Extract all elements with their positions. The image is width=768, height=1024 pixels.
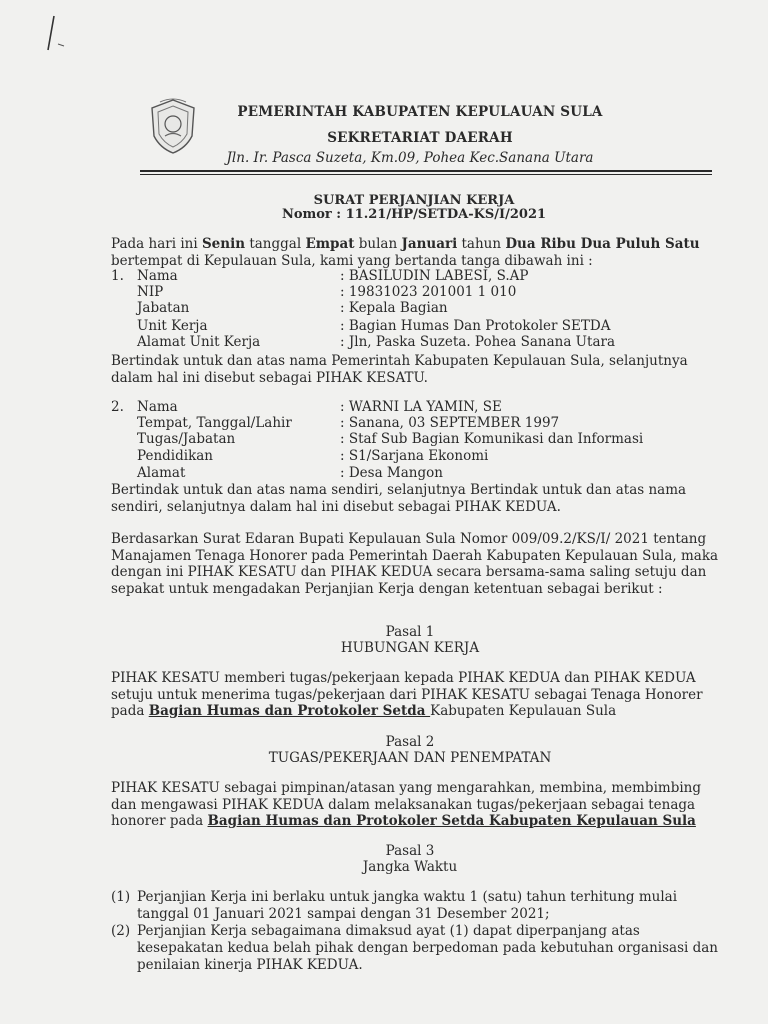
article3-title: Jangka Waktu xyxy=(362,859,458,875)
regency-emblem-icon xyxy=(146,96,200,156)
document-number: Nomor : 11.21/HP/SETDA-KS/I/2021 xyxy=(281,207,547,222)
document-title: SURAT PERJANJIAN KERJA xyxy=(313,193,515,208)
article1-text: PIHAK KESATU memberi tugas/pekerjaan kepada PIHAK KEDUA dan PIHAK KEDUA setuju untuk menerima tugas/pekerjaan dari PIHAK KESATU sebagai Tenaga Honorer pada Bagian Humas dan Protokoler Setda Kabupaten Kepulauan Sula xyxy=(111,670,703,719)
article1-title: HUBUNGAN KERJA xyxy=(340,640,480,656)
letterhead-address: Jln. Ir. Pasca Suzeta, Km.09, Pohea Kec.Sanana Utara xyxy=(226,150,594,166)
letterhead-rule-thin xyxy=(140,174,712,175)
article3-number: Pasal 3 xyxy=(385,843,435,859)
party2-statement: Bertindak untuk dan atas nama sendiri, selanjutnya Bertindak untuk dan atas nama sendiri, selanjutnya dalam hal ini disebut sebagai PIHAK KEDUA. xyxy=(111,482,687,515)
letterhead-rule xyxy=(140,170,712,172)
pen-stroke-mark xyxy=(40,14,70,54)
article1-number: Pasal 1 xyxy=(385,624,435,640)
intro-paragraph: Pada hari ini Senin tanggal Empat bulan Januari tahun Dua Ribu Dua Puluh Satu bertempat di Kepulauan Sula, kami yang bertanda tanga dibawah ini : xyxy=(111,236,700,269)
basis-paragraph: Berdasarkan Surat Edaran Bupati Kepulauan Sula Nomor 009/09.2/KS/I/ 2021 tentang Manajamen Tenaga Honorer pada Pemerintah Daerah Kabupaten Kepulauan Sula, maka dengan ini PIHAK KESATU dan PIHAK KEDUA secara bersama-sama saling setuju dan sepakat untuk mengadakan Perjanjian Kerja dengan ketentuan sebagai berikut : xyxy=(111,531,719,597)
party1-statement: Bertindak untuk dan atas nama Pemerintah Kabupaten Kepulauan Sula, selanjutnya dalam hal ini disebut sebagai PIHAK KESATU. xyxy=(111,353,688,386)
article2-number: Pasal 2 xyxy=(385,734,435,750)
article2-title: TUGAS/PEKERJAAN DAN PENEMPATAN xyxy=(268,750,552,766)
letterhead-government: PEMERINTAH KABUPATEN KEPULAUAN SULA xyxy=(237,104,603,120)
document-page: PEMERINTAH KABUPATEN KEPULAUAN SULA SEKRETARIAT DAERAH Jln. Ir. Pasca Suzeta, Km.09, Pohea Kec.Sanana Utara SURAT PERJANJIAN KERJA Nomor : 11.21/HP/SETDA-KS/I/2021 Pada hari ini Senin tanggal Empat bulan Januari tahun Dua Ribu Dua Puluh Satu bertempat di Kepulauan Sula, kami yang bertanda tanga dibawah ini : 1. Nama : BASILUDIN LABESI, S.AP NIP : 19831023 201001 1 010 Jabatan : Kepala Bagian Unit Kerja : Bagian Humas Dan Protokoler SETDA Alamat Unit Kerja : Jln, Paska Suzeta. Pohea Sanana Utara Bertindak untuk dan atas nama Pemerintah Kabupaten Kepulauan Sula, selanjutnya dalam hal ini disebut sebagai PIHAK KESATU. 2. Nama : WARNI LA YAMIN, SE Tempat, Tanggal/Lahir : Sanana, 03 SEPTEMBER 1997 Tugas/Jabatan : Staf Sub Bagian Komunikasi dan Informasi Pendidikan : S1/Sarjana Ekonomi Alamat : Desa Mangon Bertindak untuk dan atas nama sendiri, selanjutnya Bertindak untuk dan atas nama sendiri, selanjutnya dalam hal ini disebut sebagai PIHAK KEDUA. Berdasarkan Surat Edaran Bupati Kepulauan Sula Nomor 009/09.2/KS/I/ 2021 tentang Manajamen Tenaga Honorer pada Pemerintah Daerah Kabupaten Kepulauan Sula, maka dengan ini PIHAK KESATU dan PIHAK KEDUA secara bersama-sama saling setuju dan sepakat untuk mengadakan Perjanjian Kerja dengan ketentuan sebagai berikut : Pasal 1 HUBUNGAN KERJA PIHAK KESATU memberi tugas/pekerjaan kepada PIHAK KEDUA dan PIHAK KEDUA setuju untuk menerima tugas/pekerjaan dari PIHAK KESATU sebagai Tenaga Honorer pada Bagian Humas dan Protokoler Setda Kabupaten Kepulauan Sula Pasal 2 TUGAS/PEKERJAAN DAN PENEMPATAN PIHAK KESATU sebagai pimpinan/atasan yang mengarahkan, membina, membimbing dan mengawasi PIHAK KEDUA dalam melaksanakan tugas/pekerjaan sebagai tenaga honorer pada Bagian Humas dan Protokoler Setda Kabupaten Kepulauan Sula Pasal 3 Jangka Waktu (1) Perjanjian Kerja ini berlaku untuk jangka waktu 1 (satu) tahun terhitung mulai tanggal 01 Januari 2021 sampai dengan 31 Desember 2021; (2) Perjanjian Kerja sebagaimana dimaksud ayat (1) dapat diperpanjang atas kesepakatan kedua belah pihak dengan berpedoman pada kebutuhan organisasi dan penilaian kinerja PIHAK KEDUA. xyxy=(0,0,768,1024)
article2-text: PIHAK KESATU sebagai pimpinan/atasan yang mengarahkan, membina, membimbing dan mengawasi PIHAK KEDUA dalam melaksanakan tugas/pekerjaan sebagai tenaga honorer pada Bagian Humas dan Protokoler Setda Kabupaten Kepulauan Sula xyxy=(111,780,701,829)
letterhead-secretariat: SEKRETARIAT DAERAH xyxy=(327,130,513,146)
